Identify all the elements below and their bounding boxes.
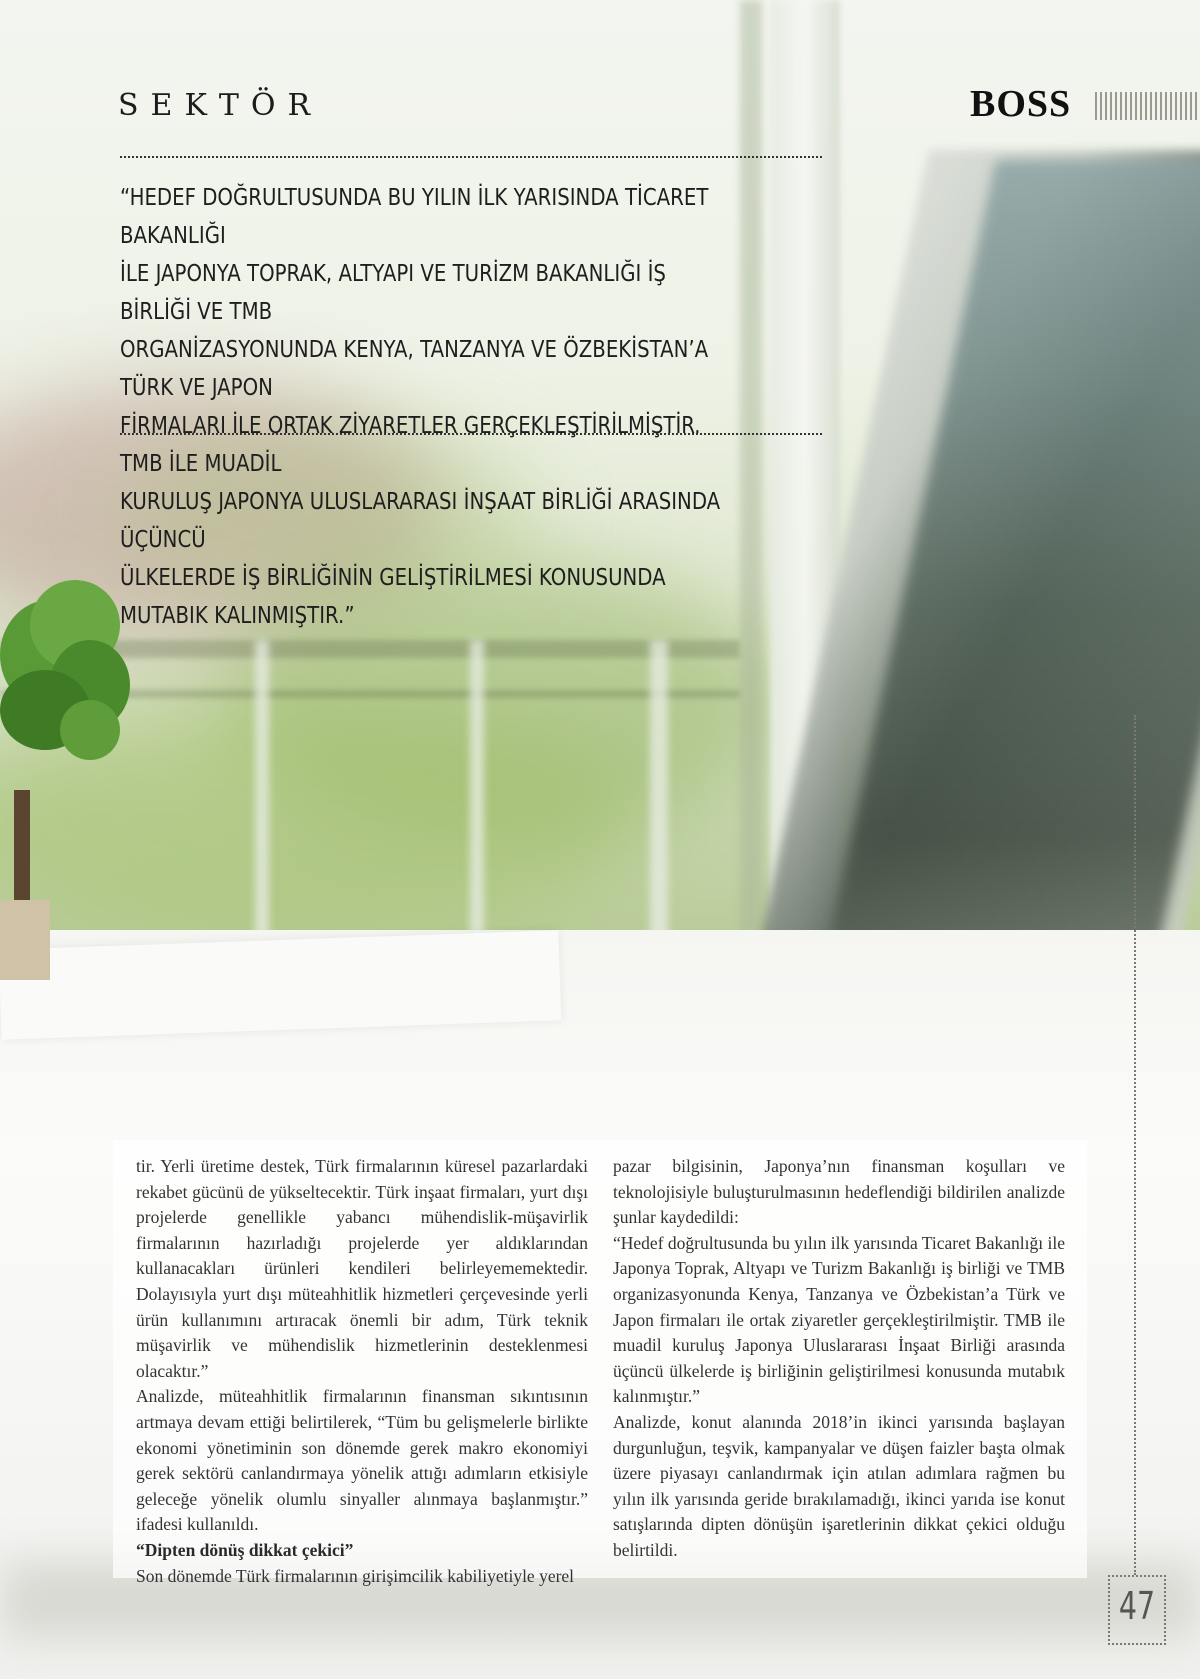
article-column-right (613, 1154, 1065, 1564)
paragraph: Analizde, müteahhitlik firmalarının finansman sıkıntısının artmaya devam ettiği belirtilerek, “Tüm bu gelişmelerle birlikte ekonomi yönetiminin son dönemde gerek makro ekonomiyi gerek sektörü canlandırmaya yönelik attığı adımların etkisiyle geleceğe yönelik olumlu sinyaller alınmaya başlanmıştır.” ifadesi kullanıldı. (136, 1386, 588, 1535)
balcony-post (470, 640, 484, 960)
brand-logo: BOSS (970, 83, 1072, 125)
balcony-post (255, 640, 269, 960)
margin-dotted-guide (1134, 715, 1136, 1575)
paragraph: Analizde, konut alanında 2018’in ikinci yarısında başlayan durgunluğun, teşvik, kampanyalar ve düşen faizler başta olmak üzere piyasayı canlandırmak için atılan adımlara rağmen bu yılın ilk yarısında geride bırakılamadığı, ikinci yarıda ise konut satışlarında dipten dönüşün işaretlerinin dikkat çekici olduğu belirtildi. (613, 1411, 1065, 1560)
quote-rule-top (120, 156, 822, 158)
quote-rule-bottom (120, 433, 822, 435)
paragraph: “Hedef doğrultusunda bu yılın ilk yarısında Ticaret Bakanlığı ile Japonya Toprak, Altyapı ve Turizm Bakanlığı iş birliği ve TMB organizasyonunda Kenya, Tanzanya ve Özbekistan’a Türk ve Japon firmaları ile ortak ziyaretler gerçekleştirilmiştir. TMB ile muadil kuruluş Japonya Uluslararası İnşaat Birliği arasında üçüncü ülkelerde iş birliğinin geliştirilmesi konusunda mutabık kalınmıştır.” (613, 1232, 1066, 1407)
paragraph: Son dönemde Türk firmalarının girişimcilik kabiliyetiyle yerel (136, 1565, 575, 1586)
wood-block (0, 900, 50, 980)
brand-stripes (1095, 92, 1200, 120)
page-number: 47 (1118, 1584, 1156, 1628)
paragraph: tir. Yerli üretime destek, Türk firmalarının küresel pazarlardaki rekabet gücünü de yükseltecektir. Türk inşaat firmaları, yurt dışı projelerde genellikle yabancı mühendislik-müşavirlik firmalarının hazırladığı projelerde yer aldıklarından kullanacakları ürünleri kendileri belirleyememektedir. Dolayısıyla yurt dışı müteahhitlik hizmetleri çerçevesinde yerli ürün kullanımını artıracak önemli bir adım, Türk teknik müşavirlik ve mühendislik hizmetlerinin desteklenmesi olacaktır.” (136, 1156, 588, 1381)
paragraph: pazar bilgisinin, Japonya’nın finansman koşulları ve teknolojisiyle buluşturulmasının hedeflendiği bildirilen analizde şunlar kaydedildi: (613, 1156, 1065, 1228)
balcony-post (650, 640, 668, 960)
section-title: SEKTÖR (118, 88, 323, 123)
subheading: “Dipten dönüş dikkat çekici” (136, 1539, 354, 1560)
pull-quote: “HEDEF DOĞRULTUSUNDA BU YILIN İLK YARISINDA TİCARET BAKANLIĞI İLE JAPONYA TOPRAK, ALTYAPI VE TURİZM BAKANLIĞI İŞ BİRLİĞİ VE TMB ORGANİZASYONUNDA KENYA, TANZANYA VE ÖZBEKİSTAN’A TÜRK VE JAPON FİRMALARI İLE ORTAK ZİYARETLER GERÇEKLEŞTİRİLMİŞTİR. TMB İLE MUADİL KURULUŞ JAPONYA ULUSLARARASI İNŞAAT BİRLİĞİ ARASINDA ÜÇÜNCÜ ÜLKELERDE İŞ BİRLİĞİNİN GELİŞTİRİLMESİ KONUSUNDA MUTABIK KALINMIŞTIR.” (120, 183, 721, 629)
article-column-left (136, 1154, 588, 1589)
miniature-tree-icon (0, 580, 130, 790)
